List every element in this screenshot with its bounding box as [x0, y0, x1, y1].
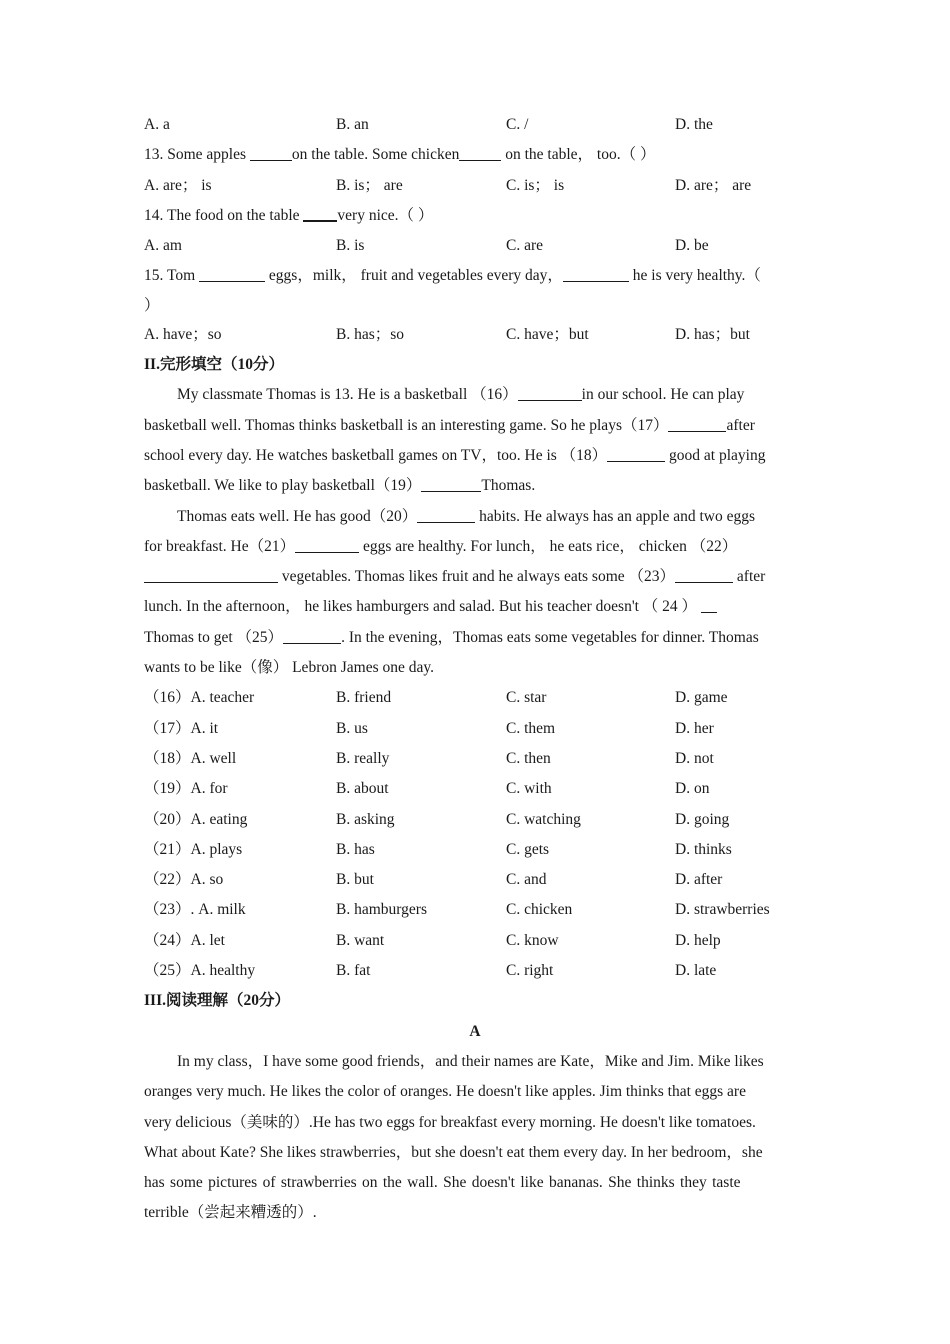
cloze-text: good at playing — [665, 446, 766, 464]
cloze-text: basketball well. Thomas thinks basketball is an interesting game. So he plays（17） — [144, 416, 669, 434]
q12-options — [144, 110, 806, 140]
cloze-option-d: D. on — [675, 780, 710, 798]
cloze-p2-line-4 — [144, 592, 806, 622]
cloze-option-d: D. strawberries — [675, 901, 770, 919]
q15-option-d: D. has；but — [675, 325, 750, 343]
q15-blank-2 — [563, 266, 629, 283]
cloze-option-a: （25）A. healthy — [144, 962, 256, 980]
cloze-option-d: D. game — [675, 689, 728, 707]
cloze-blank-18 — [607, 445, 665, 462]
reading-a-line: has some pictures of strawberries on the wall. She doesn't like bananas. She thinks they taste — [144, 1174, 741, 1192]
q13-option-a: A. are； is — [144, 176, 212, 194]
q15-option-b: B. has；so — [336, 325, 405, 343]
cloze-blank-25 — [283, 627, 341, 644]
reading-a-line: In my class，I have some good friends，and their names are Kate，Mike and Jim. Mike likes — [177, 1052, 764, 1070]
q14-blank — [303, 204, 337, 222]
cloze-option-a: （17）A. it — [144, 719, 219, 737]
q15-text-1: 15. Tom — [144, 267, 200, 285]
cloze-option-row — [144, 926, 806, 956]
cloze-p2-line-6 — [144, 653, 806, 683]
cloze-text: Thomas. — [481, 477, 536, 495]
cloze-option-row — [144, 744, 806, 774]
cloze-option-b: B. about — [336, 780, 389, 798]
cloze-option-b: B. us — [336, 719, 368, 737]
q12-option-b: B. an — [336, 116, 369, 133]
q14-option-a: A. am — [144, 237, 182, 255]
cloze-option-row — [144, 714, 806, 744]
q12-option-a: A. a — [144, 116, 170, 133]
cloze-option-d: D. her — [675, 719, 714, 737]
q14-option-d: D. be — [675, 237, 709, 255]
section-3-title: III.阅读理解（20分） — [144, 992, 290, 1010]
cloze-option-row — [144, 835, 806, 865]
q14-text-1: 14. The food on the table — [144, 206, 304, 224]
q13-stem — [144, 140, 806, 170]
cloze-option-c: C. watching — [506, 810, 581, 828]
reading-a-line: oranges very much. He likes the color of oranges. He doesn't like apples. Jim thinks that eggs are — [144, 1083, 746, 1101]
cloze-blank-19 — [421, 476, 481, 493]
cloze-text: wants to be like（像） Lebron James one day. — [144, 659, 434, 677]
cloze-blank-22 — [144, 567, 278, 584]
cloze-text: after — [726, 416, 755, 434]
reading-a-line: What about Kate? She likes strawberries，but she doesn't eat them every day. In her bedroom，she — [144, 1143, 763, 1161]
q15-option-c: C. have；but — [506, 325, 589, 343]
cloze-p2-line-1 — [144, 502, 806, 532]
exam-page — [144, 110, 806, 1229]
cloze-option-c: C. right — [506, 962, 554, 980]
cloze-text: . In the evening，Thomas eats some vegetables for dinner. Thomas — [341, 628, 759, 646]
cloze-blank-20 — [417, 506, 475, 523]
q13-text-1: 13. Some apples — [144, 146, 250, 164]
q15-text-2: eggs，milk， fruit and vegetables every day， — [265, 267, 563, 285]
q12-option-c: C. / — [506, 116, 529, 133]
cloze-option-c: C. gets — [506, 840, 550, 858]
cloze-option-a: （22）A. so — [144, 871, 224, 889]
q13-option-c: C. is； is — [506, 176, 565, 194]
cloze-option-row — [144, 683, 806, 713]
cloze-text: for breakfast. He（21） — [144, 537, 296, 555]
cloze-text: school every day. He watches basketball games on TV，too. He is （18） — [144, 446, 608, 464]
cloze-text: in our school. He can play — [581, 386, 745, 404]
cloze-option-a: （19）A. for — [144, 780, 228, 798]
cloze-option-c: C. them — [506, 719, 556, 737]
q13-blank-1 — [250, 145, 292, 162]
cloze-p1-line-2 — [144, 411, 806, 441]
cloze-p1-line-1 — [144, 380, 806, 410]
cloze-option-c: C. chicken — [506, 901, 573, 919]
q15-text-4: ） — [144, 296, 160, 314]
cloze-text: basketball. We like to play basketball（19） — [144, 477, 422, 495]
cloze-option-d: D. not — [675, 749, 714, 767]
q14-option-c: C. are — [506, 237, 544, 255]
cloze-blank-23 — [675, 567, 733, 584]
q14-options — [144, 231, 806, 261]
reading-a-line: terrible（尝起来糟透的）. — [144, 1204, 317, 1222]
cloze-option-b: B. has — [336, 840, 375, 858]
cloze-blank-21 — [295, 536, 359, 553]
cloze-p2-line-3 — [144, 562, 806, 592]
cloze-option-c: C. with — [506, 780, 552, 798]
q15-stem-cont — [144, 292, 806, 320]
q15-blank-1 — [199, 266, 265, 283]
cloze-option-a: （18）A. well — [144, 749, 237, 767]
cloze-option-row — [144, 895, 806, 925]
q13-text-3: on the table， too.（ ） — [501, 146, 656, 164]
cloze-p2-line-2 — [144, 532, 806, 562]
reading-a-passage — [144, 1047, 806, 1229]
reading-a-line: very delicious（美味的）.He has two eggs for breakfast every morning. He doesn't like tomatoes. — [144, 1113, 756, 1131]
cloze-option-b: B. really — [336, 749, 390, 767]
cloze-p1-line-4 — [144, 471, 806, 501]
q14-stem — [144, 201, 806, 231]
q13-option-b: B. is； are — [336, 176, 403, 194]
q13-blank-2 — [459, 145, 501, 162]
cloze-option-d: D. after — [675, 871, 723, 889]
cloze-text: eggs are healthy. For lunch， he eats rice， chicken （22） — [359, 537, 738, 555]
cloze-blank-16 — [518, 385, 582, 402]
cloze-option-a: （20）A. eating — [144, 810, 248, 828]
q13-text-2: on the table. Some chicken — [291, 146, 460, 164]
cloze-option-b: B. want — [336, 931, 385, 949]
cloze-option-c: C. star — [506, 689, 547, 707]
cloze-text: after — [733, 568, 766, 586]
q15-option-a: A. have；so — [144, 325, 222, 343]
cloze-option-row — [144, 805, 806, 835]
cloze-option-b: B. but — [336, 871, 374, 889]
cloze-option-row — [144, 774, 806, 804]
cloze-option-row — [144, 956, 806, 986]
cloze-option-a: （24）A. let — [144, 931, 225, 949]
cloze-option-d: D. help — [675, 931, 721, 949]
cloze-text: vegetables. Thomas likes fruit and he always eats some （23） — [278, 568, 676, 586]
cloze-option-b: B. friend — [336, 689, 392, 707]
cloze-option-c: C. and — [506, 871, 547, 889]
cloze-option-c: C. then — [506, 749, 551, 767]
cloze-p1-line-3 — [144, 441, 806, 471]
cloze-p2-line-5 — [144, 623, 806, 653]
section-2-title: II.完形填空（10分） — [144, 356, 284, 374]
q14-option-b: B. is — [336, 237, 365, 255]
cloze-option-d: D. going — [675, 810, 730, 828]
cloze-option-b: B. asking — [336, 810, 395, 828]
q14-text-2: very nice.（ ） — [337, 206, 434, 224]
cloze-blank-24 — [701, 597, 717, 614]
q15-text-3: he is very healthy.（ — [628, 267, 761, 285]
q12-option-d: D. the — [675, 116, 713, 133]
cloze-option-a: （21）A. plays — [144, 840, 243, 858]
cloze-text: lunch. In the afternoon， he likes hamburgers and salad. But his teacher doesn't （ 24 ） — [144, 598, 698, 616]
q15-options — [144, 320, 806, 350]
cloze-options — [144, 683, 806, 986]
cloze-option-d: D. late — [675, 962, 717, 980]
cloze-text: habits. He always has an apple and two eggs — [475, 507, 756, 525]
cloze-option-d: D. thinks — [675, 840, 732, 858]
q15-stem — [144, 261, 806, 291]
reading-a-title: A — [469, 1022, 481, 1040]
cloze-option-b: B. hamburgers — [336, 901, 427, 919]
cloze-option-a: （23）. A. milk — [144, 901, 246, 919]
cloze-text: Thomas eats well. He has good（20） — [177, 507, 418, 525]
cloze-option-row — [144, 865, 806, 895]
cloze-text: My classmate Thomas is 13. He is a basketball （16） — [177, 386, 518, 404]
cloze-text: Thomas to get （25） — [144, 628, 284, 646]
q13-option-d: D. are； are — [675, 176, 752, 194]
cloze-blank-17 — [668, 415, 726, 432]
q13-options — [144, 171, 806, 201]
cloze-option-c: C. know — [506, 931, 559, 949]
cloze-option-b: B. fat — [336, 962, 371, 980]
cloze-option-a: （16）A. teacher — [144, 689, 255, 707]
